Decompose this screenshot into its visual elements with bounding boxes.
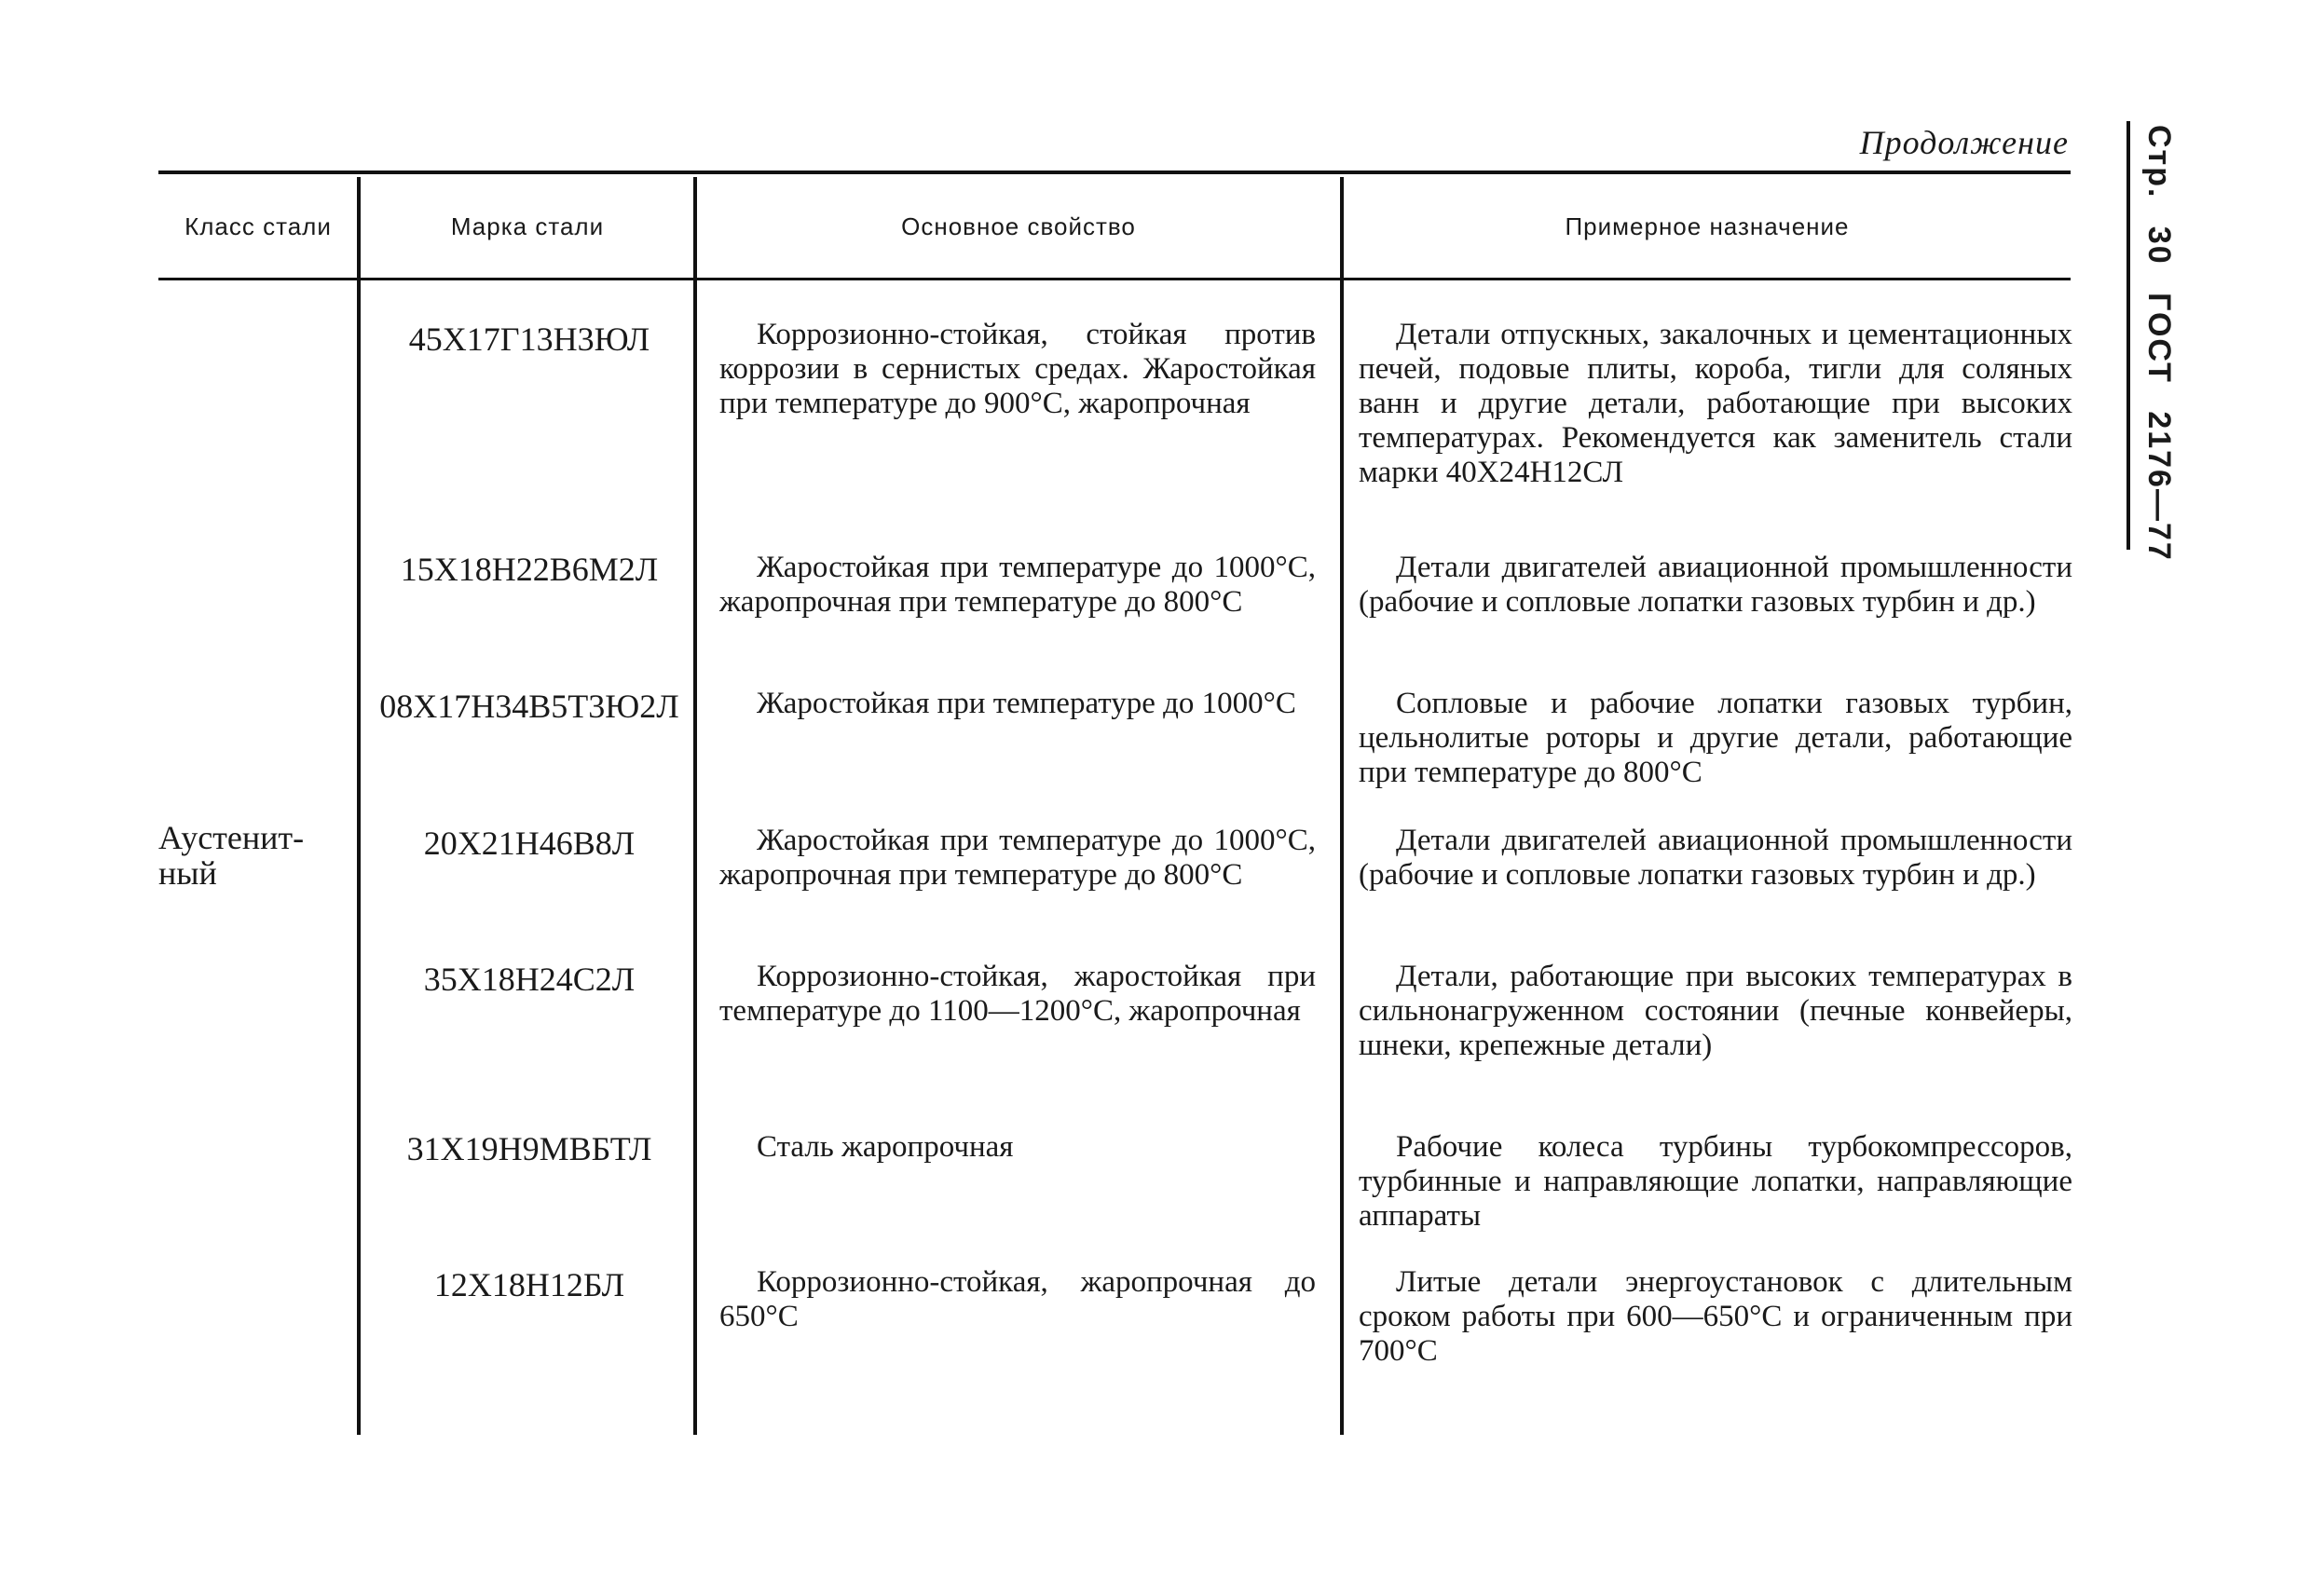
steel-grade: 45Х17Г13Н3ЮЛ [408,321,650,358]
steel-grade: 31Х19Н9МВБТЛ [406,1130,652,1167]
purpose: Детали, работающие при высоких температурах в сильнонагруженном состоянии (печные конвейеры, шнеки, крепежные детали) [1359,960,2072,1062]
steel-grade: 35Х18Н24С2Л [423,961,636,998]
main-property: Жаростойкая при температуре до 1000°С, жаропрочная при температуре до 800°С [719,551,1316,619]
header-steel-grade: Марка стали [450,212,605,240]
table-top-rule [158,171,2071,174]
steel-grade: 20Х21Н46В8Л [423,825,636,862]
purpose: Детали двигателей авиационной промышленности (рабочие и сопловые лопатки газовых турбин и др.) [1359,551,2072,619]
purpose: Сопловые и рабочие лопатки газовых турбин, цельнолитые роторы и другие детали, работающие при температуре до 800°С [1359,687,2072,789]
header-steel-class: Класс стали [185,212,332,240]
main-property: Сталь жаропрочная [757,1130,1014,1164]
header-main-property: Основное свойство [901,212,1136,240]
main-property: Коррозионно-стойкая, жаростойкая при температуре до 1100—1200°С, жаропрочная [719,960,1316,1028]
purpose: Детали двигателей авиационной промышленности (рабочие и сопловые лопатки газовых турбин и др.) [1359,824,2072,892]
side-header-rule [2126,121,2130,550]
steel-grade: 08Х17Н34В5Т3Ю2Л [379,688,679,725]
main-property: Жаростойкая при температуре до 1000°С [757,687,1296,720]
main-property: Коррозионно-стойкая, стойкая против коррозии в сернистых средах. Жаростойкая при температуре до 900°С, жаропрочная [719,318,1316,420]
steel-grade: 15Х18Н22В6М2Л [400,551,659,588]
column-divider-2 [693,177,697,1435]
main-property: Жаростойкая при температуре до 1000°С, жаропрочная при температуре до 800°С [719,824,1316,892]
table-header-rule [158,278,2071,280]
column-divider-1 [357,177,361,1435]
steel-class-value [158,820,304,891]
column-divider-3 [1340,177,1344,1435]
purpose: Детали отпускных, закалочных и цементационных печей, подовые плиты, короба, тигли для соляных ванн и другие детали, работающие при высоких температурах. Рекомендуется как заменитель стали марки 40Х24Н12СЛ [1359,318,2072,489]
continuation-label: Продолжение [1859,124,2069,161]
steel-grade: 12Х18Н12БЛ [433,1266,625,1303]
header-purpose: Примерное назначение [1565,212,1850,240]
purpose: Литые детали энергоустановок с длительным сроком работы при 600—650°С и ограниченным при 700°С [1359,1265,2072,1368]
purpose: Рабочие колеса турбины турбокомпрессоров, турбинные и направляющие лопатки, направляющие аппараты [1359,1130,2072,1233]
main-property: Коррозионно-стойкая, жаропрочная до 650°С [719,1265,1316,1333]
steel-class-text: Аустенит- ный [158,819,305,892]
side-running-header: Стр. 30 ГОСТ 2176—77 [2141,125,2177,562]
